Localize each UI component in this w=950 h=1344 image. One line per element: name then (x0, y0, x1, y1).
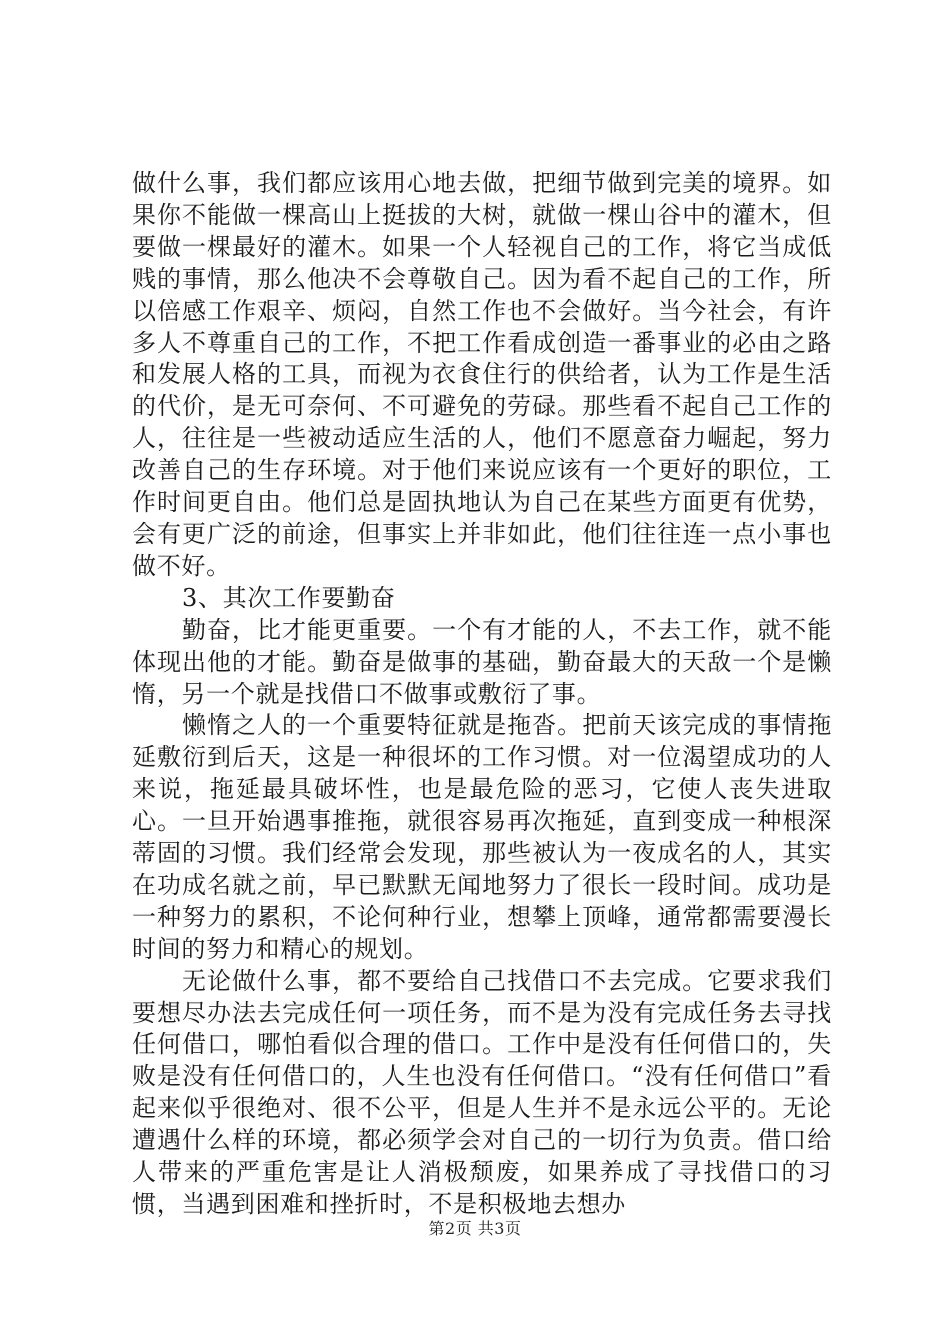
paragraph-1: 做什么事，我们都应该用心地去做，把细节做到完美的境界。如果你不能做一棵高山上挺拔的大树，就做一棵山谷中的灌木，但要做一棵最好的灌木。如果一个人轻视自己的工作，将它当成低贱的事情，那么他决不会尊敬自己。因为看不起自己的工作，所以倍感工作艰辛、烦闷，自然工作也不会做好。当今社会，有许多人不尊重自己的工作，不把工作看成创造一番事业的必由之路和发展人格的工具，而视为衣食住行的供给者，认为工作是生活的代价，是无可奈何、不可避免的劳碌。那些看不起自己工作的人，往往是一些被动适应生活的人，他们不愿意奋力崛起，努力改善自己的生存环境。对于他们来说应该有一个更好的职位，工作时间更自由。他们总是固执地认为自己在某些方面更有优势，会有更广泛的前途，但事实上并非如此，他们往往连一点小事也做不好。 (132, 169, 832, 580)
page-number-label: 第2页 共3页 (428, 1219, 522, 1238)
page-footer (0, 1216, 950, 1239)
paragraph-3: 懒惰之人的一个重要特征就是拖沓。把前天该完成的事情拖延敷衍到后天，这是一种很坏的工作习惯。对一位渴望成功的人来说，拖延最具破坏性，也是最危险的恶习，它使人丧失进取心。一旦开始遇事推拖，就很容易再次拖延，直到变成一种根深蒂固的习惯。我们经常会发现，那些被认为一夜成名的人，其实在功成名就之前，早已默默无闻地努力了很长一段时间。成功是一种努力的累积，不论何种行业，想攀上顶峰，通常都需要漫长时间的努力和精心的规划。 (132, 711, 832, 963)
section-heading: 3、其次工作要勤奋 (182, 583, 396, 612)
body-text (132, 168, 832, 1221)
paragraph-4: 无论做什么事，都不要给自己找借口不去完成。它要求我们要想尽办法去完成任何一项任务，而不是为没有完成任务去寻找任何借口，哪怕看似合理的借口。工作中是没有任何借口的，失败是没有任何借口的，人生也没有任何借口。“没有任何借口”看起来似乎很绝对、很不公平，但是人生并不是永远公平的。无论遭遇什么样的环境，都必须学会对自己的一切行为负责。借口给人带来的严重危害是让人消极颓废，如果养成了寻找借口的习惯，当遇到困难和挫折时，不是积极地去想办 (132, 966, 832, 1218)
paragraph-2: 勤奋，比才能更重要。一个有才能的人，不去工作，就不能体现出他的才能。勤奋是做事的基础，勤奋最大的天敌一个是懒惰，另一个就是找借口不做事或敷衍了事。 (132, 615, 832, 708)
